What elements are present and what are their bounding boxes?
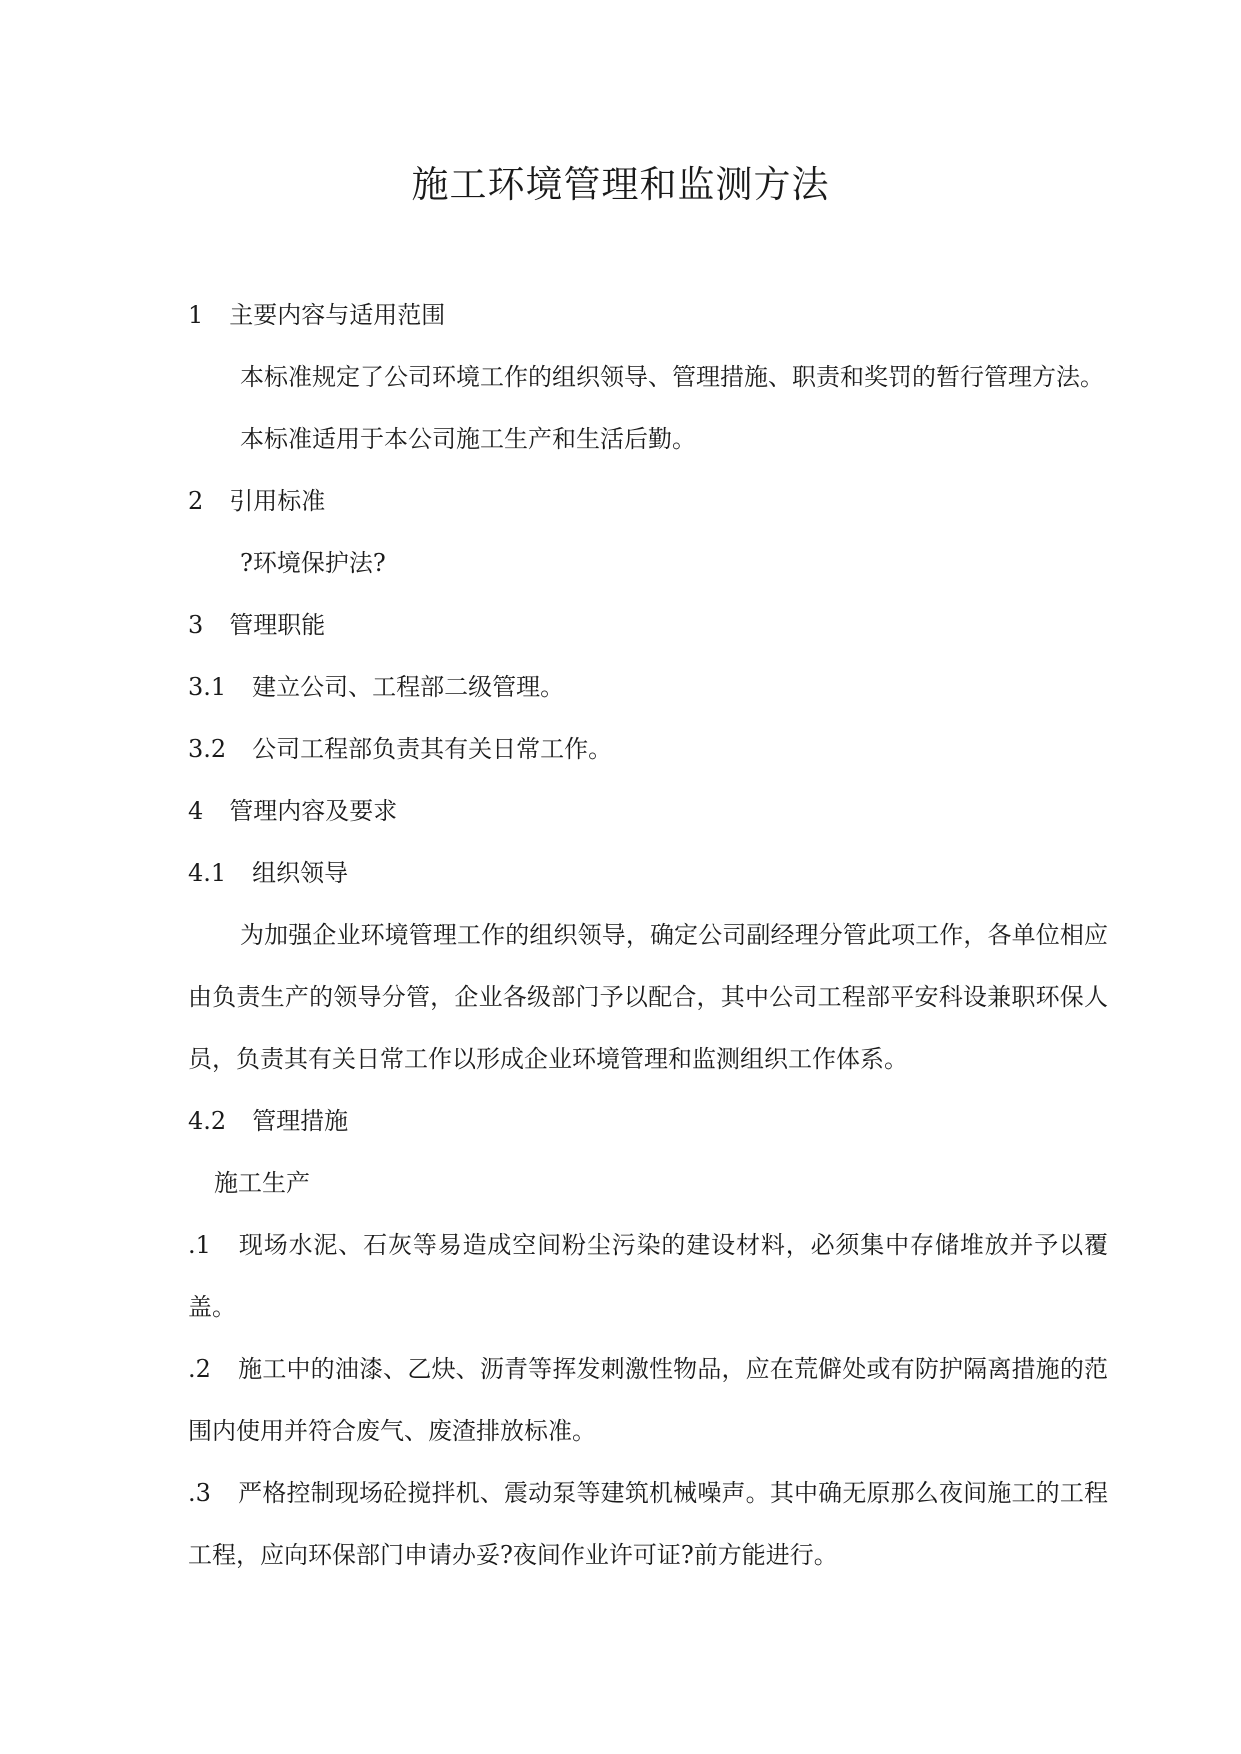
subsection-number: 3.1 xyxy=(188,673,227,701)
subsection-4-2 xyxy=(188,1103,348,1139)
subsection-number: 4.1 xyxy=(188,859,227,887)
section-3-heading xyxy=(188,607,325,643)
item-text: 现场水泥、石灰等易造成空间粉尘污染的建设材料，必须集中存储堆放并予以覆盖。 xyxy=(188,1231,1108,1321)
subsection-4-1 xyxy=(188,855,348,891)
subsection-text: 建立公司、工程部二级管理。 xyxy=(252,673,565,701)
section-number: 2 xyxy=(188,487,204,515)
document-title: 施工环境管理和监测方法 xyxy=(411,163,830,206)
paragraph: 本标准规定了公司环境工作的组织领导、管理措施、职责和奖罚的暂行管理方法。 xyxy=(240,363,1104,391)
item-number: .2 xyxy=(188,1355,211,1383)
subsection-text: 管理措施 xyxy=(252,1107,349,1135)
section-title: 引用标准 xyxy=(229,487,326,515)
section-title: 主要内容与适用范围 xyxy=(229,301,446,329)
section-number: 1 xyxy=(188,301,204,329)
paragraph: 本标准适用于本公司施工生产和生活后勤。 xyxy=(240,425,696,453)
subsection-3-1 xyxy=(188,669,564,705)
section-2-heading xyxy=(188,483,325,519)
sub-heading: 施工生产 xyxy=(214,1169,310,1197)
item-number: .1 xyxy=(188,1231,211,1259)
item-number: .3 xyxy=(188,1479,211,1507)
paragraph: ?环境保护法? xyxy=(240,549,386,577)
section-number: 3 xyxy=(188,611,204,639)
subsection-text: 组织领导 xyxy=(252,859,349,887)
list-item xyxy=(188,1338,1108,1462)
subsection-text: 公司工程部负责其有关日常工作。 xyxy=(252,735,613,763)
section-4-heading xyxy=(188,793,397,829)
subsection-3-2 xyxy=(188,731,612,767)
list-item xyxy=(188,1214,1108,1338)
subsection-number: 3.2 xyxy=(188,735,227,763)
item-text: 施工中的油漆、乙炔、沥青等挥发刺激性物品，应在荒僻处或有防护隔离措施的范围内使用并符合废气、废渣排放标准。 xyxy=(188,1355,1108,1445)
paragraph: 为加强企业环境管理工作的组织领导，确定公司副经理分管此项工作，各单位相应由负责生产的领导分管，企业各级部门予以配合，其中公司工程部平安科设兼职环保人员，负责其有关日常工作以形成企业环境管理和监测组织工作体系。 xyxy=(188,921,1108,1073)
subsection-number: 4.2 xyxy=(188,1107,227,1135)
section-number: 4 xyxy=(188,797,204,825)
item-text: 严格控制现场砼搅拌机、震动泵等建筑机械噪声。其中确无原那么夜间施工的工程工程，应向环保部门申请办妥?夜间作业许可证?前方能进行。 xyxy=(188,1479,1108,1569)
section-title: 管理职能 xyxy=(229,611,326,639)
list-item xyxy=(188,1462,1108,1586)
section-1-heading xyxy=(188,297,445,333)
section-title: 管理内容及要求 xyxy=(229,797,398,825)
